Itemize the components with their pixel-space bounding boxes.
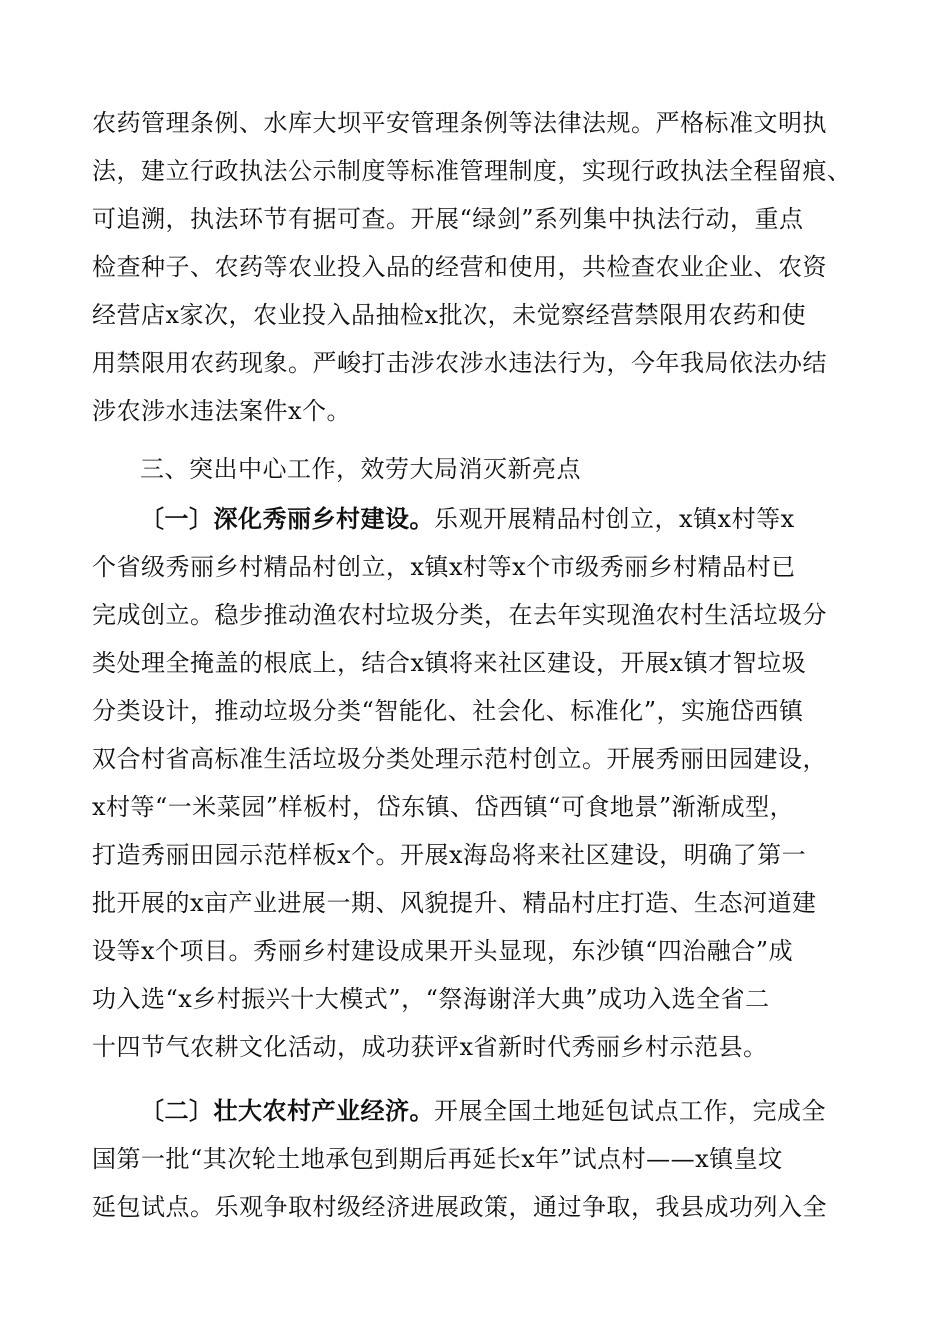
body-line: x村等“一米菜园”样板村，岱东镇、岱西镇“可食地景”渐渐成型， [92,793,795,821]
section-heading: 三、突出中心工作，效劳大局消灭新亮点 [140,455,581,483]
body-line: 检查种子、农药等农业投入品的经营和使用，共检查农业企业、农资 [92,253,827,281]
body-line: 国第一批“其次轮土地承包到期后再延长x年”试点村——x镇皇坟 [92,1145,783,1173]
body-line: 个省级秀丽乡村精品村创立，x镇x村等x个市级秀丽乡村精品村已 [92,553,796,581]
body-line: 批开展的x亩产业进展一期、风貌提升、精品村庄打造、生态河道建 [92,889,817,917]
body-line: 双合村省高标准生活垃圾分类处理示范村创立。开展秀丽田园建设， [92,745,827,773]
body-line: 可追溯，执法环节有据可查。开展“绿剑”系列集中执法行动，重点 [92,205,804,233]
subsection-text: 乐观开展精品村创立，x镇x村等x [434,505,795,533]
body-line: 功入选“x乡村振兴十大模式”，“祭海谢洋大典”成功入选全省二 [92,985,770,1013]
body-line: 设等x个项目。秀丽乡村建设成果开头显现，东沙镇“四治融合”成 [92,937,794,965]
body-line: 用禁限用农药现象。严峻打击涉农涉水违法行为，今年我局依法办结 [92,349,827,377]
body-line: 法，建立行政执法公示制度等标准管理制度，实现行政执法全程留痕、 [92,157,852,185]
subsection-heading: 〔二〕壮大农村产业经济。 [140,1097,434,1125]
subsection-heading: 〔一〕深化秀丽乡村建设。 [140,505,434,533]
subsection-paragraph-start [140,504,920,534]
body-line: 完成创立。稳步推动渔农村垃圾分类，在去年实现渔农村生活垃圾分 [92,601,827,629]
body-line: 十四节气农耕文化活动，成功获评x省新时代秀丽乡村示范县。 [92,1033,768,1061]
body-line: 涉农涉水违法案件x个。 [92,397,352,425]
subsection-paragraph-start [140,1096,920,1126]
body-line: 打造秀丽田园示范样板x个。开展x海岛将来社区建设，明确了第一 [92,841,807,869]
subsection-text: 开展全国土地延包试点工作，完成全 [434,1097,826,1125]
body-line: 分类设计，推动垃圾分类“智能化、社会化、标准化”，实施岱西镇 [92,697,804,725]
body-line: 类处理全掩盖的根底上，结合x镇将来社区建设，开展x镇才智垃圾 [92,649,807,677]
body-line: 延包试点。乐观争取村级经济进展政策，通过争取，我县成功列入全 [92,1193,827,1221]
body-line: 经营店x家次，农业投入品抽检x批次，未觉察经营禁限用农药和使 [92,301,807,329]
body-line: 农药管理条例、水库大坝平安管理条例等法律法规。严格标准文明执 [92,109,827,137]
